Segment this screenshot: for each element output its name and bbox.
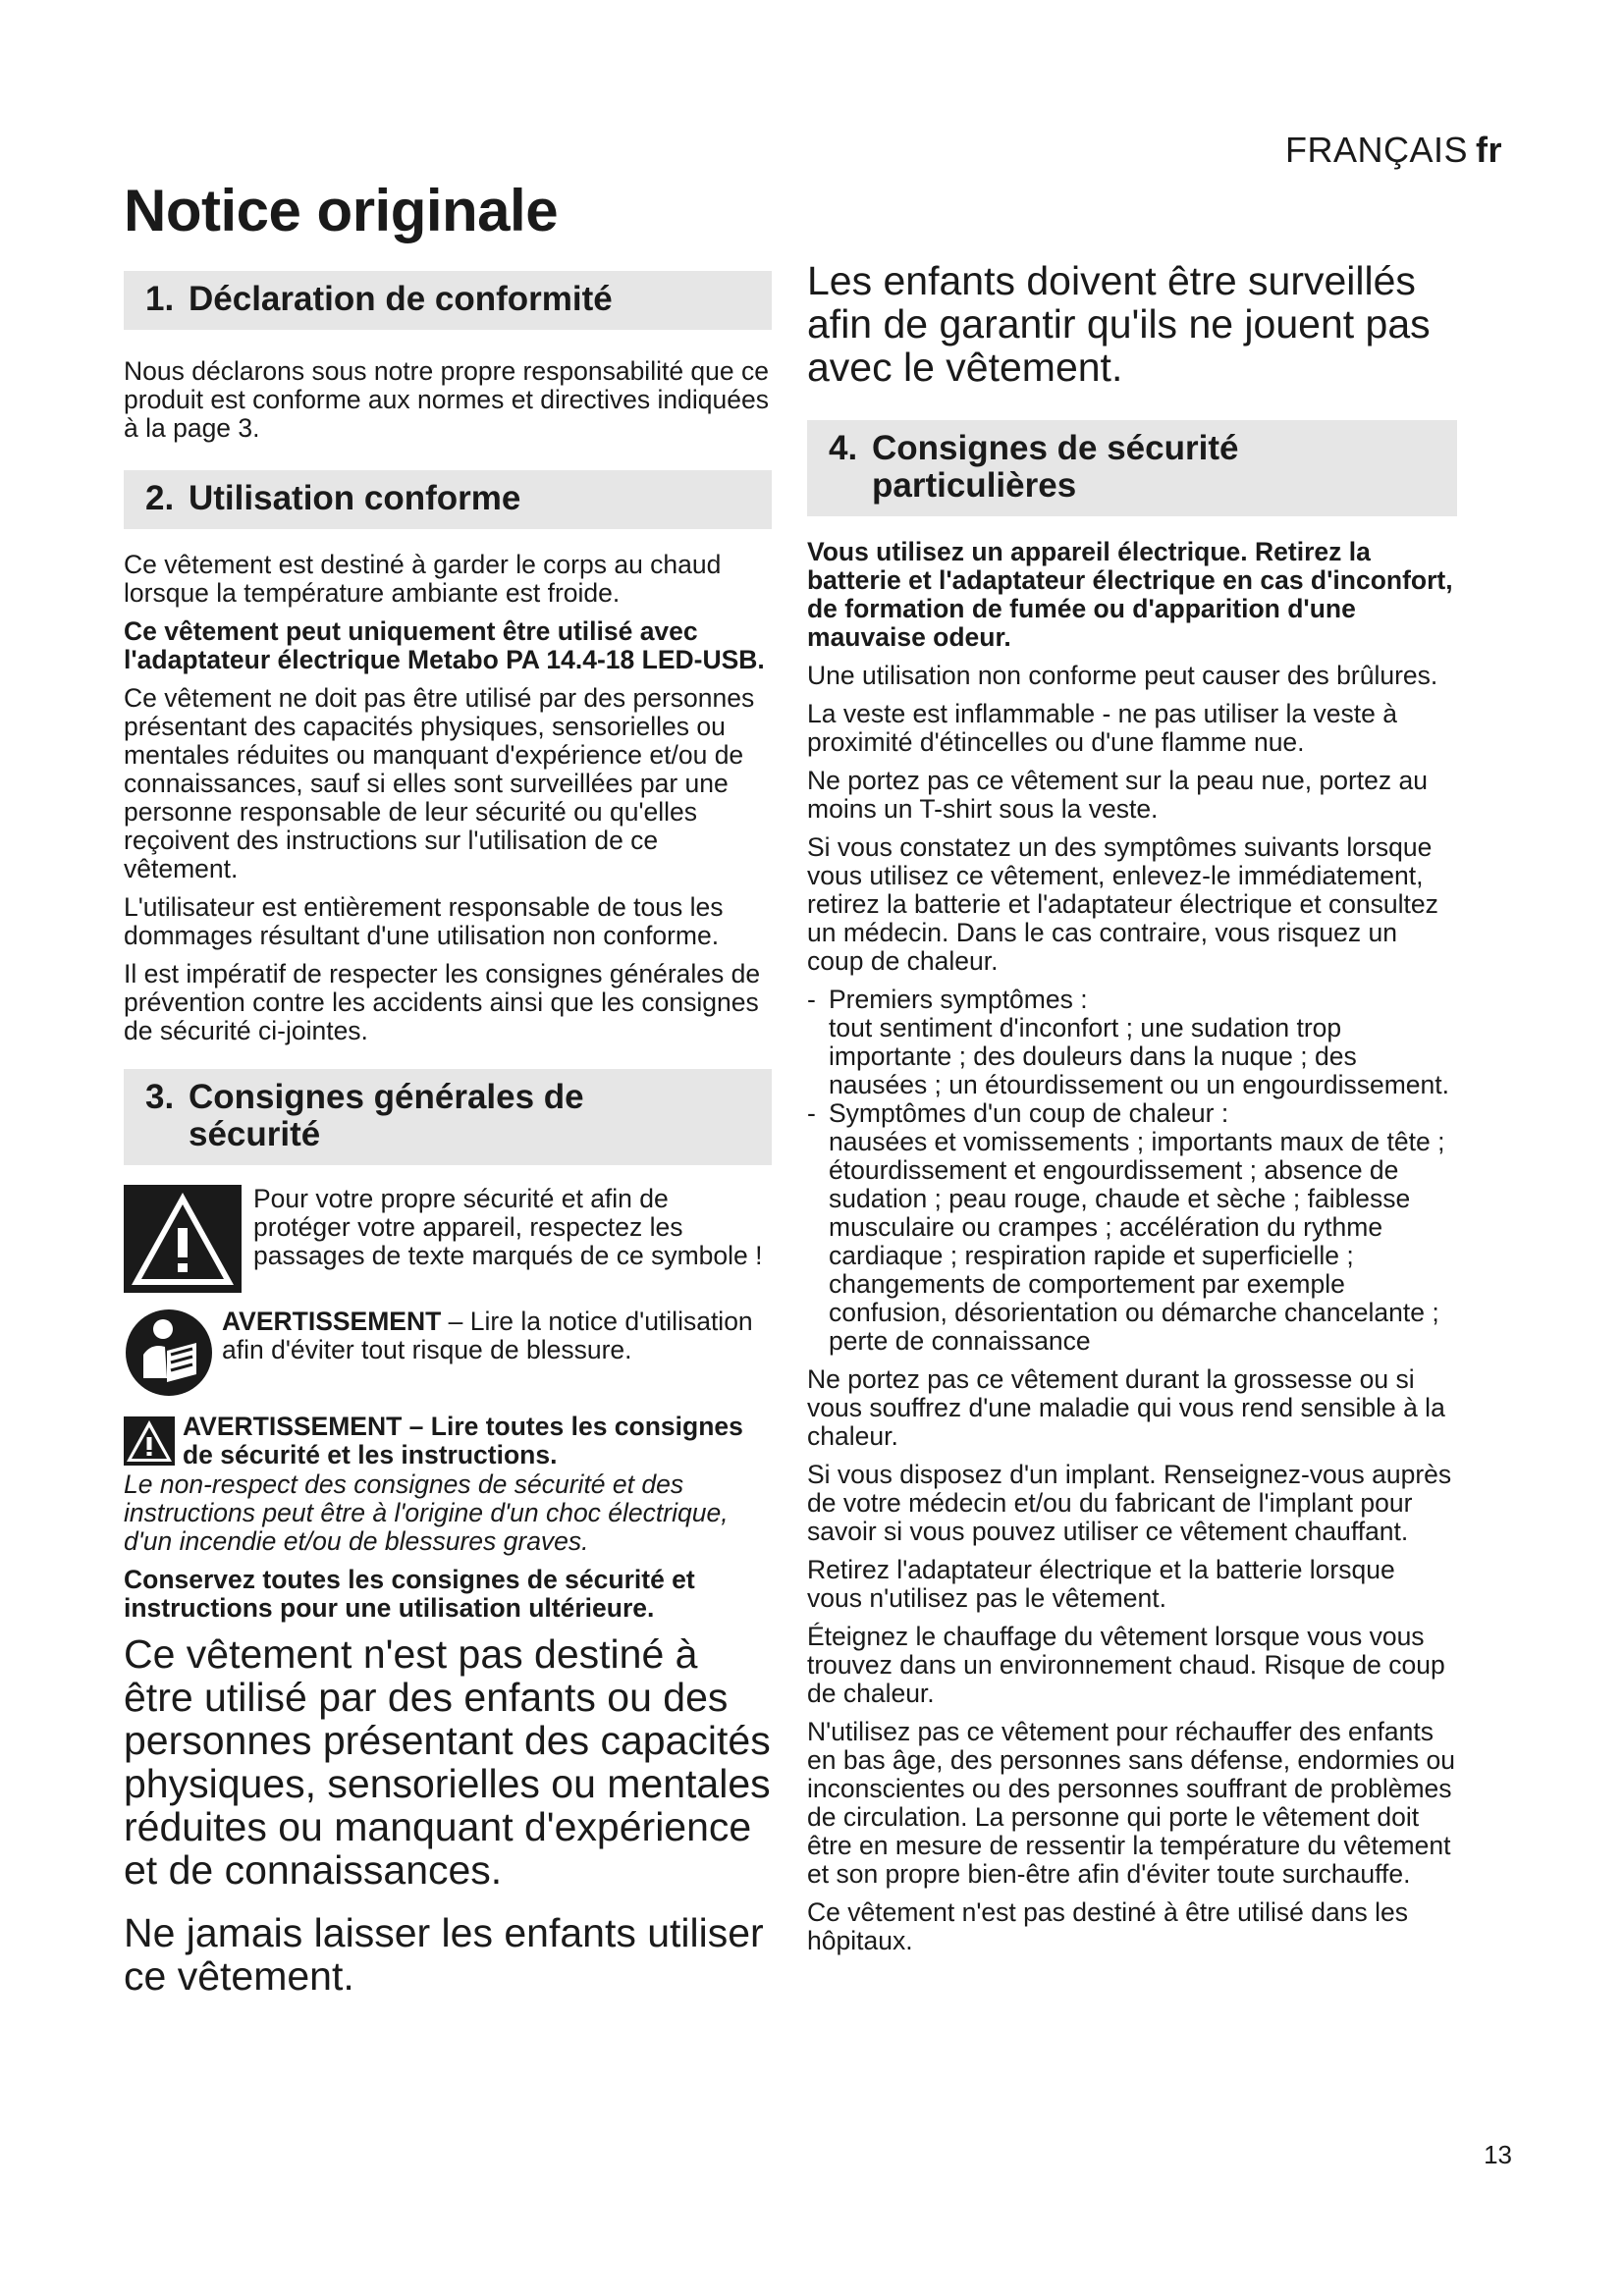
right-column <box>807 259 1457 1965</box>
symptom-description: tout sentiment d'inconfort ; une sudation trop importante ; des douleurs dans la nuque ; des nausées ; un étourdissement ou un engourdissement. <box>829 1013 1449 1099</box>
children-warning-large: Ne jamais laisser les enfants utiliser ce vêtement. <box>124 1910 764 1999</box>
all-instructions-warning-body: Le non-respect des consignes de sécurité et des instructions peut être à l'origine d'un choc électrique, d'un incendie et/ou de blessures graves. <box>124 1469 729 1556</box>
read-manual-icon <box>124 1308 214 1403</box>
section-2-paragraph: Ce vêtement est destiné à garder le corps au chaud lorsque la température ambiante est froide. <box>124 550 722 608</box>
manual-warning-label: AVERTISSEMENT <box>222 1307 442 1336</box>
section-4-heading <box>807 420 1457 516</box>
section-4-paragraph: Ce vêtement n'est pas destiné à être utilisé dans les hôpitaux. <box>807 1897 1408 1955</box>
language-code: fr <box>1476 130 1502 170</box>
section-4-title-line2: particulières <box>872 466 1077 505</box>
list-dash: - <box>807 985 816 1014</box>
section-3-heading <box>124 1069 772 1165</box>
children-warning-large: Ce vêtement n'est pas destiné à être utilisé par des enfants ou des personnes présentant des capacités physiques, sensorielles ou mentales réduites ou manquant d'expérience et de connaissances. <box>124 1631 771 1893</box>
section-1-heading <box>124 271 772 330</box>
section-4-paragraph: Éteignez le chauffage du vêtement lorsque vous vous trouvez dans un environnement chaud. Risque de coup de chaleur. <box>807 1622 1445 1708</box>
section-4-paragraph: Ne portez pas ce vêtement sur la peau nue, portez au moins un T-shirt sous la veste. <box>807 766 1428 824</box>
section-4-title-line1: Consignes de sécurité <box>872 429 1239 467</box>
section-2-paragraph: L'utilisateur est entièrement responsable de tous les dommages résultant d'une utilisation non conforme. <box>124 892 724 950</box>
section-2-title: Utilisation conforme <box>189 479 521 517</box>
section-4-paragraph: La veste est inflammable - ne pas utiliser la veste à proximité d'étincelles ou d'une flamme nue. <box>807 699 1397 757</box>
section-3-title-line2: sécurité <box>189 1115 321 1153</box>
list-item <box>807 986 1457 1099</box>
section-4-intro: Vous utilisez un appareil électrique. Retirez la batterie et l'adaptateur électrique en cas d'inconfort, de formation de fumée ou d'apparition d'une mauvaise odeur. <box>807 537 1453 652</box>
all-instructions-warning-header <box>124 1413 772 1470</box>
manual-warning-text <box>222 1308 772 1364</box>
all-instructions-warning <box>124 1413 772 1556</box>
section-4-paragraph: Une utilisation non conforme peut causer des brûlures. <box>807 661 1438 690</box>
list-item <box>807 1099 1457 1356</box>
language-indicator <box>1257 130 1502 171</box>
symbol-notice-text: Pour votre propre sécurité et afin de protéger votre appareil, respectez les passages de texte marqués de ce symbole ! <box>253 1184 763 1270</box>
section-4-paragraph: N'utilisez pas ce vêtement pour réchauffer des enfants en bas âge, des personnes sans défense, endormies ou inconscientes ou des personnes souffrant de problèmes de circulation. La personne qui porte le vêtement doit être en mesure de ressentir la température du vêtement et son propre bien-être afin d'éviter toute surchauffe. <box>807 1717 1456 1889</box>
keep-instructions-note: Conservez toutes les consignes de sécurité et instructions pour une utilisation ultérieure. <box>124 1565 695 1623</box>
left-column <box>124 271 772 2017</box>
warning-triangle-icon <box>124 1416 175 1470</box>
list-dash: - <box>807 1098 816 1128</box>
language-label: FRANÇAIS <box>1284 130 1468 170</box>
symptom-label: Premiers symptômes : <box>829 985 1088 1014</box>
section-3-number: 3. <box>145 1078 175 1116</box>
section-4-paragraph: Ne portez pas ce vêtement durant la grossesse ou si vous souffrez d'une maladie qui vous rend sensible à la chaleur. <box>807 1364 1445 1451</box>
section-2-heading <box>124 470 772 529</box>
section-4-paragraph: Si vous constatez un des symptômes suivants lorsque vous utilisez ce vêtement, enlevez-le immédiatement, retirez la batterie et l'adaptateur électrique et consultez un médecin. Dans le cas contraire, vous risquez un coup de chaleur. <box>807 832 1438 976</box>
section-4-paragraph: Si vous disposez d'un implant. Renseignez-vous auprès de votre médecin et/ou du fabricant de l'implant pour savoir si vous pouvez utiliser ce vêtement chauffant. <box>807 1460 1452 1546</box>
section-4-paragraph: Retirez l'adaptateur électrique et la batterie lorsque vous n'utilisez pas le vêtement. <box>807 1555 1395 1613</box>
manual-warning-body: – Lire la notice d'utilisation afin d'éviter tout risque de blessure. <box>222 1307 753 1364</box>
section-2-adapter-note: Ce vêtement peut uniquement être utilisé avec l'adaptateur électrique Metabo PA 14.4-18 LED-USB. <box>124 616 765 674</box>
symbol-notice <box>124 1185 772 1298</box>
section-3-title-line1: Consignes générales de <box>189 1078 584 1116</box>
page-title: Notice originale <box>124 178 559 243</box>
section-1-title: Déclaration de conformité <box>189 280 613 318</box>
section-2-paragraph: Il est impératif de respecter les consignes générales de prévention contre les accidents ainsi que les consignes de sécurité ci-jointes. <box>124 959 761 1045</box>
symptom-description: nausées et vomissements ; importants maux de tête ; étourdissement et engourdissement ; absence de sudation ; peau rouge, chaude et sèche ; faiblesse musculaire ou crampes ; accélération du rythme cardiaque ; respiration rapide et superficielle ; changements de comportement par exemple confusion, désorientation ou démarche chancelante ; perte de connaissance <box>829 1127 1445 1356</box>
page-number: 13 <box>1484 2140 1512 2169</box>
symptom-label: Symptômes d'un coup de chaleur : <box>829 1098 1229 1128</box>
section-2-paragraph: Ce vêtement ne doit pas être utilisé par des personnes présentant des capacités physiques, sensorielles ou mentales réduites ou manquant d'expérience et/ou de connaissances, sauf si elles sont surveillées par une personne responsable de leur sécurité ou qu'elles reçoivent des instructions sur l'utilisation de ce vêtement. <box>124 683 755 883</box>
manual-warning <box>124 1308 772 1403</box>
symptoms-list <box>807 986 1457 1356</box>
section-4-number: 4. <box>829 429 858 467</box>
children-supervision-large: Les enfants doivent être surveillés afin de garantir qu'ils ne jouent pas avec le vêtement. <box>807 258 1431 390</box>
section-2-number: 2. <box>145 479 175 517</box>
all-instructions-warning-title: AVERTISSEMENT – Lire toutes les consignes de sécurité et les instructions. <box>183 1412 743 1469</box>
warning-triangle-icon <box>124 1185 242 1298</box>
section-1-text: Nous déclarons sous notre propre responsabilité que ce produit est conforme aux normes et directives indiquées à la page 3. <box>124 356 770 443</box>
section-1-number: 1. <box>145 280 175 318</box>
